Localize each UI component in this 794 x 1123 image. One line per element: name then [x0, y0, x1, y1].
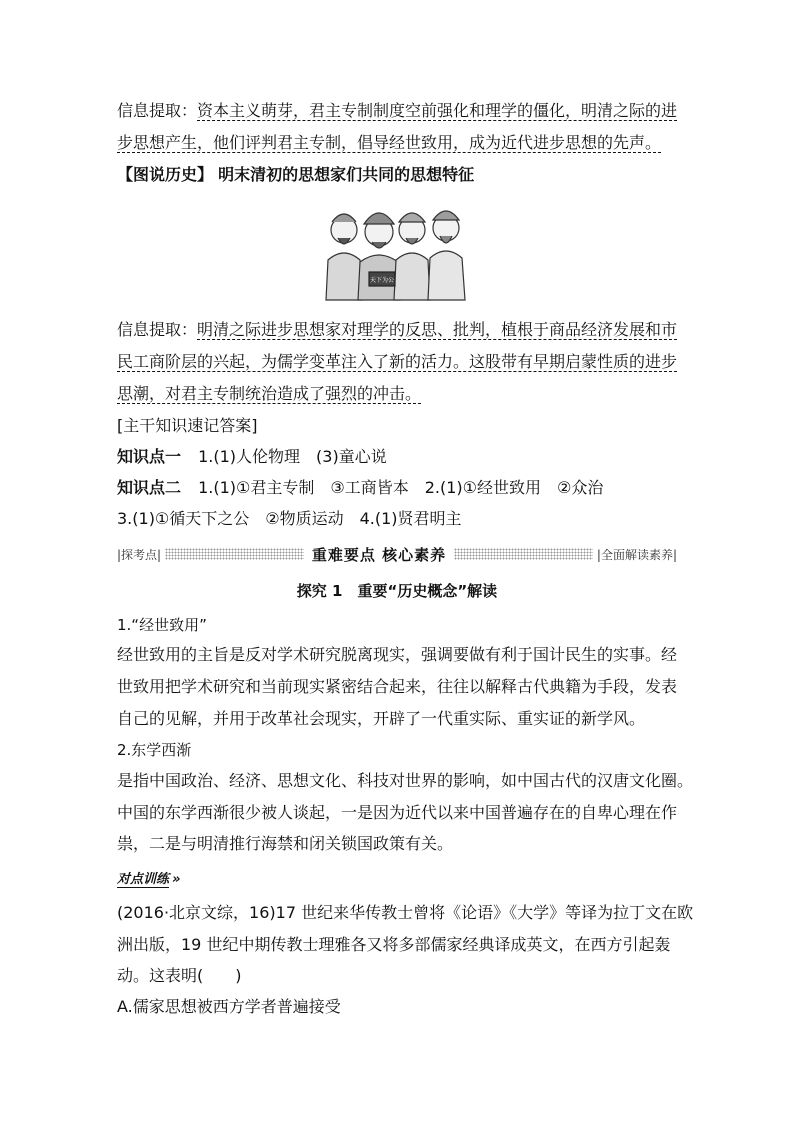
- thinkers-illustration: [322, 200, 472, 304]
- answer-knowledge-2: [117, 478, 603, 498]
- info-extract-label: 信息提取：: [117, 320, 198, 339]
- info-extract-label: 信息提取：: [117, 101, 198, 120]
- question-line3: 动。这表明( ): [117, 966, 242, 985]
- item1-line2: 世致用把学术研究和当前现实紧密结合起来，往往以解释古代典籍为手段，发表: [117, 677, 678, 696]
- knowledge-2-label: 知识点二: [117, 478, 182, 497]
- knowledge-1-label: 知识点一: [117, 447, 182, 466]
- practice-heading-label: 对点训练: [117, 872, 170, 887]
- knowledge-1-text: 1.(1)人伦物理 (3)童心说: [198, 447, 387, 466]
- knowledge-2-text: 1.(1)①君主专制 ③工商皆本 2.(1)①经世致用 ②众治: [198, 478, 604, 497]
- info-extract-1-line1: [117, 101, 677, 121]
- banner-dots-left: [165, 548, 304, 560]
- answers-heading: [主干知识速记答案]: [117, 416, 258, 435]
- info-extract-1-line2: 步思想产生，他们评判君主专制，倡导经世致用，成为近代进步思想的先声。: [117, 133, 662, 152]
- info-extract-2-line3: 思潮，对君主专制统治造成了强烈的冲击。: [117, 384, 422, 403]
- explore-title: 探究 1 重要“历史概念”解读: [296, 582, 498, 600]
- answer-knowledge-1: [117, 447, 387, 467]
- item1-line1: 经世致用的主旨是反对学术研究脱离现实，强调要做有利于国计民生的实事。经: [117, 645, 678, 664]
- banner-right-tag: |全面解读素养|: [596, 547, 678, 562]
- section-banner: [117, 543, 677, 565]
- banner-title: 重难要点 核心素养: [311, 545, 447, 564]
- book-label: 天下为公: [369, 277, 395, 284]
- info-extract-2-line2: 民工商阶层的兴起，为儒学变革注入了新的活力。这股带有早期启蒙性质的进步: [117, 352, 678, 371]
- info-extract-text: 资本主义萌芽，君主专制制度空前强化和理学的僵化，明清之际的进: [197, 101, 678, 120]
- item2-line1: 是指中国政治、经济、思想文化、科技对世界的影响，如中国古代的汉唐文化圈。: [117, 771, 694, 790]
- banner-dots-right: [454, 548, 593, 560]
- question-line1: (2016·北京文综，16)17 世纪来华传教士曾将《论语》《大学》等译为拉丁文在欧: [117, 903, 694, 922]
- item1-line3: 自己的见解，并用于改革社会现实，开辟了一代重实际、重实证的新学风。: [117, 709, 646, 728]
- tushuo-bracket-label: 【图说历史】: [117, 165, 214, 184]
- question-line2: 洲出版，19 世纪中期传教士理雅各又将多部儒家经典译成英文，在西方引起轰: [117, 935, 671, 954]
- item1-title: 1.“经世致用”: [117, 616, 207, 634]
- info-extract-text: 明清之际进步思想家对理学的反思、批判，植根于商品经济发展和市: [197, 320, 678, 339]
- item2-title: 2.东学西渐: [117, 741, 192, 759]
- info-extract-2-line1: [117, 320, 677, 340]
- tushuo-heading: [117, 165, 474, 185]
- banner-left-tag: |探考点|: [117, 547, 162, 562]
- tushuo-title: 明末清初的思想家们共同的思想特征: [218, 165, 475, 184]
- practice-heading: [117, 870, 180, 890]
- double-chevron-icon: »: [172, 872, 181, 887]
- option-a[interactable]: A.儒家思想被西方学者普遍接受: [117, 997, 341, 1016]
- item2-line3: 祟，二是与明清推行海禁和闭关锁国政策有关。: [117, 834, 454, 853]
- item2-line2: 中国的东学西渐很少被人谈起，一是因为近代以来中国普遍存在的自卑心理在作: [117, 803, 678, 822]
- answer-knowledge-3: 3.(1)①循天下之公 ②物质运动 4.(1)贤君明主: [117, 509, 462, 528]
